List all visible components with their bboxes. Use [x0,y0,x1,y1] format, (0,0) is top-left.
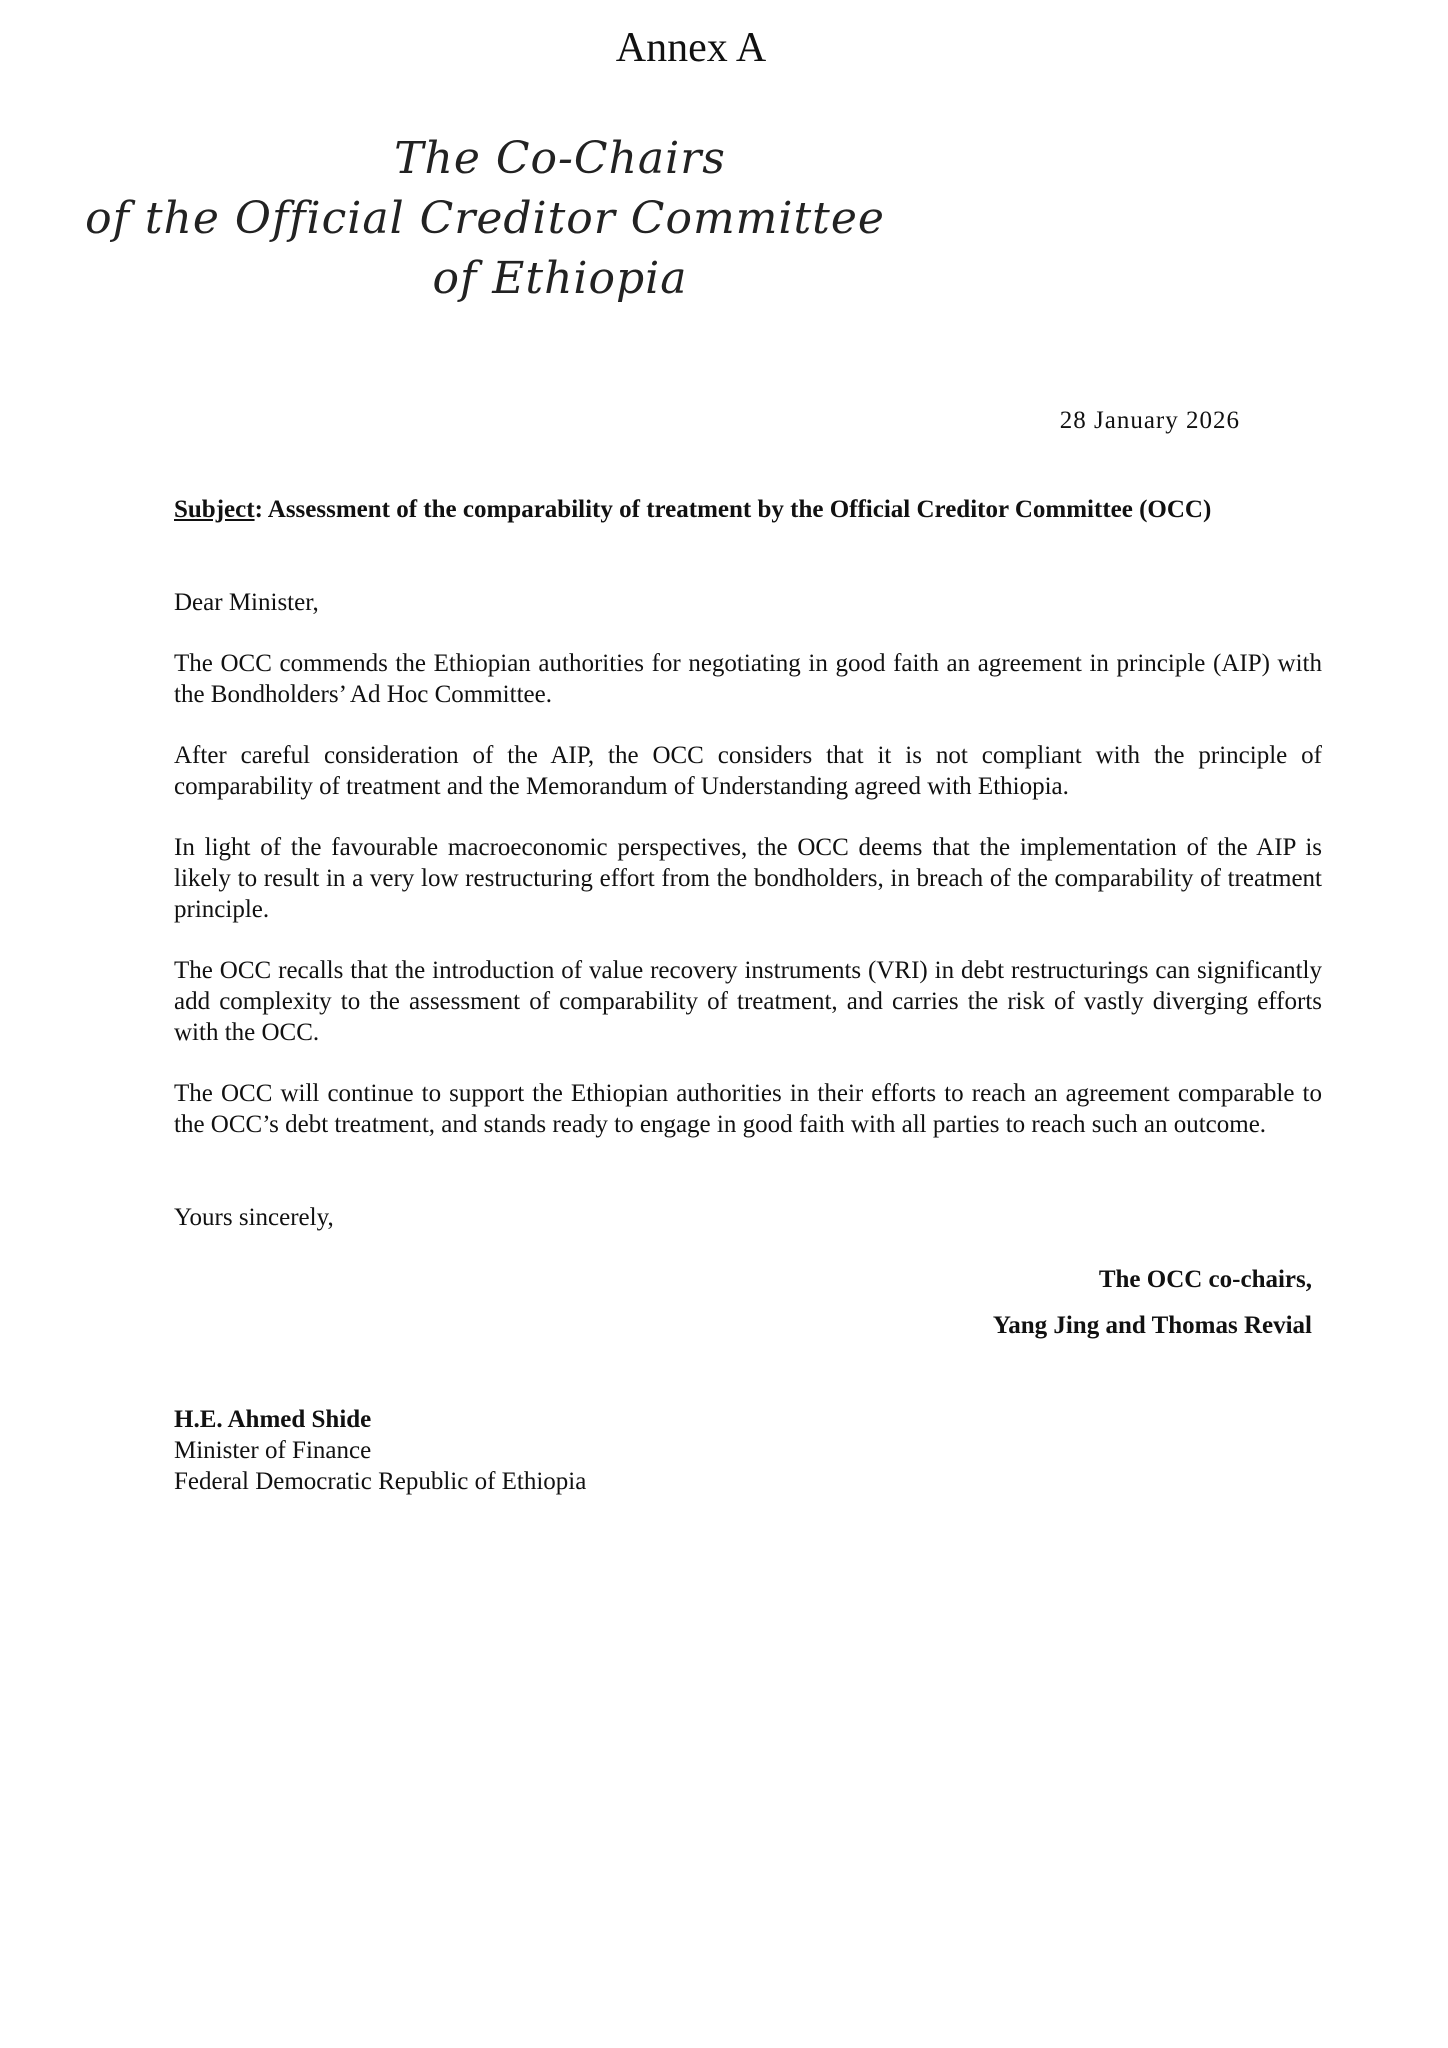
subject-label: Subject [174,496,255,523]
closing: Yours sincerely, [174,1204,334,1231]
addressee-block [174,1404,586,1497]
body-paragraph: The OCC commends the Ethiopian authorities for negotiating in good faith an agreement in principle (AIP) with the Bondholders’ Ad Hoc Committee. [174,650,1322,708]
signature-title: The OCC co-chairs, [1098,1266,1312,1293]
letterhead-line-3: of Ethiopia [432,253,688,304]
body-paragraph: The OCC will continue to support the Ethiopian authorities in their efforts to reach an agreement comparable to the OCC’s debt treatment, and stands ready to engage in good faith with all parties to reach such an outcome. [174,1080,1322,1138]
body-paragraph: After careful consideration of the AIP, the OCC considers that it is not compliant with the principle of comparability of treatment and the Memorandum of Understanding agreed with Ethiopia. [174,742,1322,800]
addressee-position: Minister of Finance [174,1437,372,1464]
body-paragraph: In light of the favourable macroeconomic perspectives, the OCC deems that the implementation of the AIP is likely to result in a very low restructuring effort from the bondholders, in breach of the comparability of treatment principle. [174,834,1322,923]
letterhead-line-1: The Co-Chairs [394,133,726,184]
addressee-organization: Federal Democratic Republic of Ethiopia [174,1468,587,1495]
letterhead-line-2: of the Official Creditor Committee [85,193,885,244]
subject-line [174,494,1324,526]
salutation: Dear Minister, [174,589,319,616]
subject-separator: : [254,496,263,523]
annex-title [0,22,1448,74]
annex-title-text: Annex A [615,25,767,71]
addressee-name: H.E. Ahmed Shide [174,1406,372,1433]
body-paragraph: The OCC recalls that the introduction of value recovery instruments (VRI) in debt restructurings can significantly add complexity to the assessment of comparability of treatment, and carries the risk of vastly diverging efforts with the OCC. [174,957,1322,1046]
signature-names: Yang Jing and Thomas Revial [992,1312,1312,1339]
subject-text: Assessment of the comparability of treatment by the Official Creditor Committee (OCC) [262,496,1212,523]
letter-date: 28 January 2026 [1059,407,1240,434]
